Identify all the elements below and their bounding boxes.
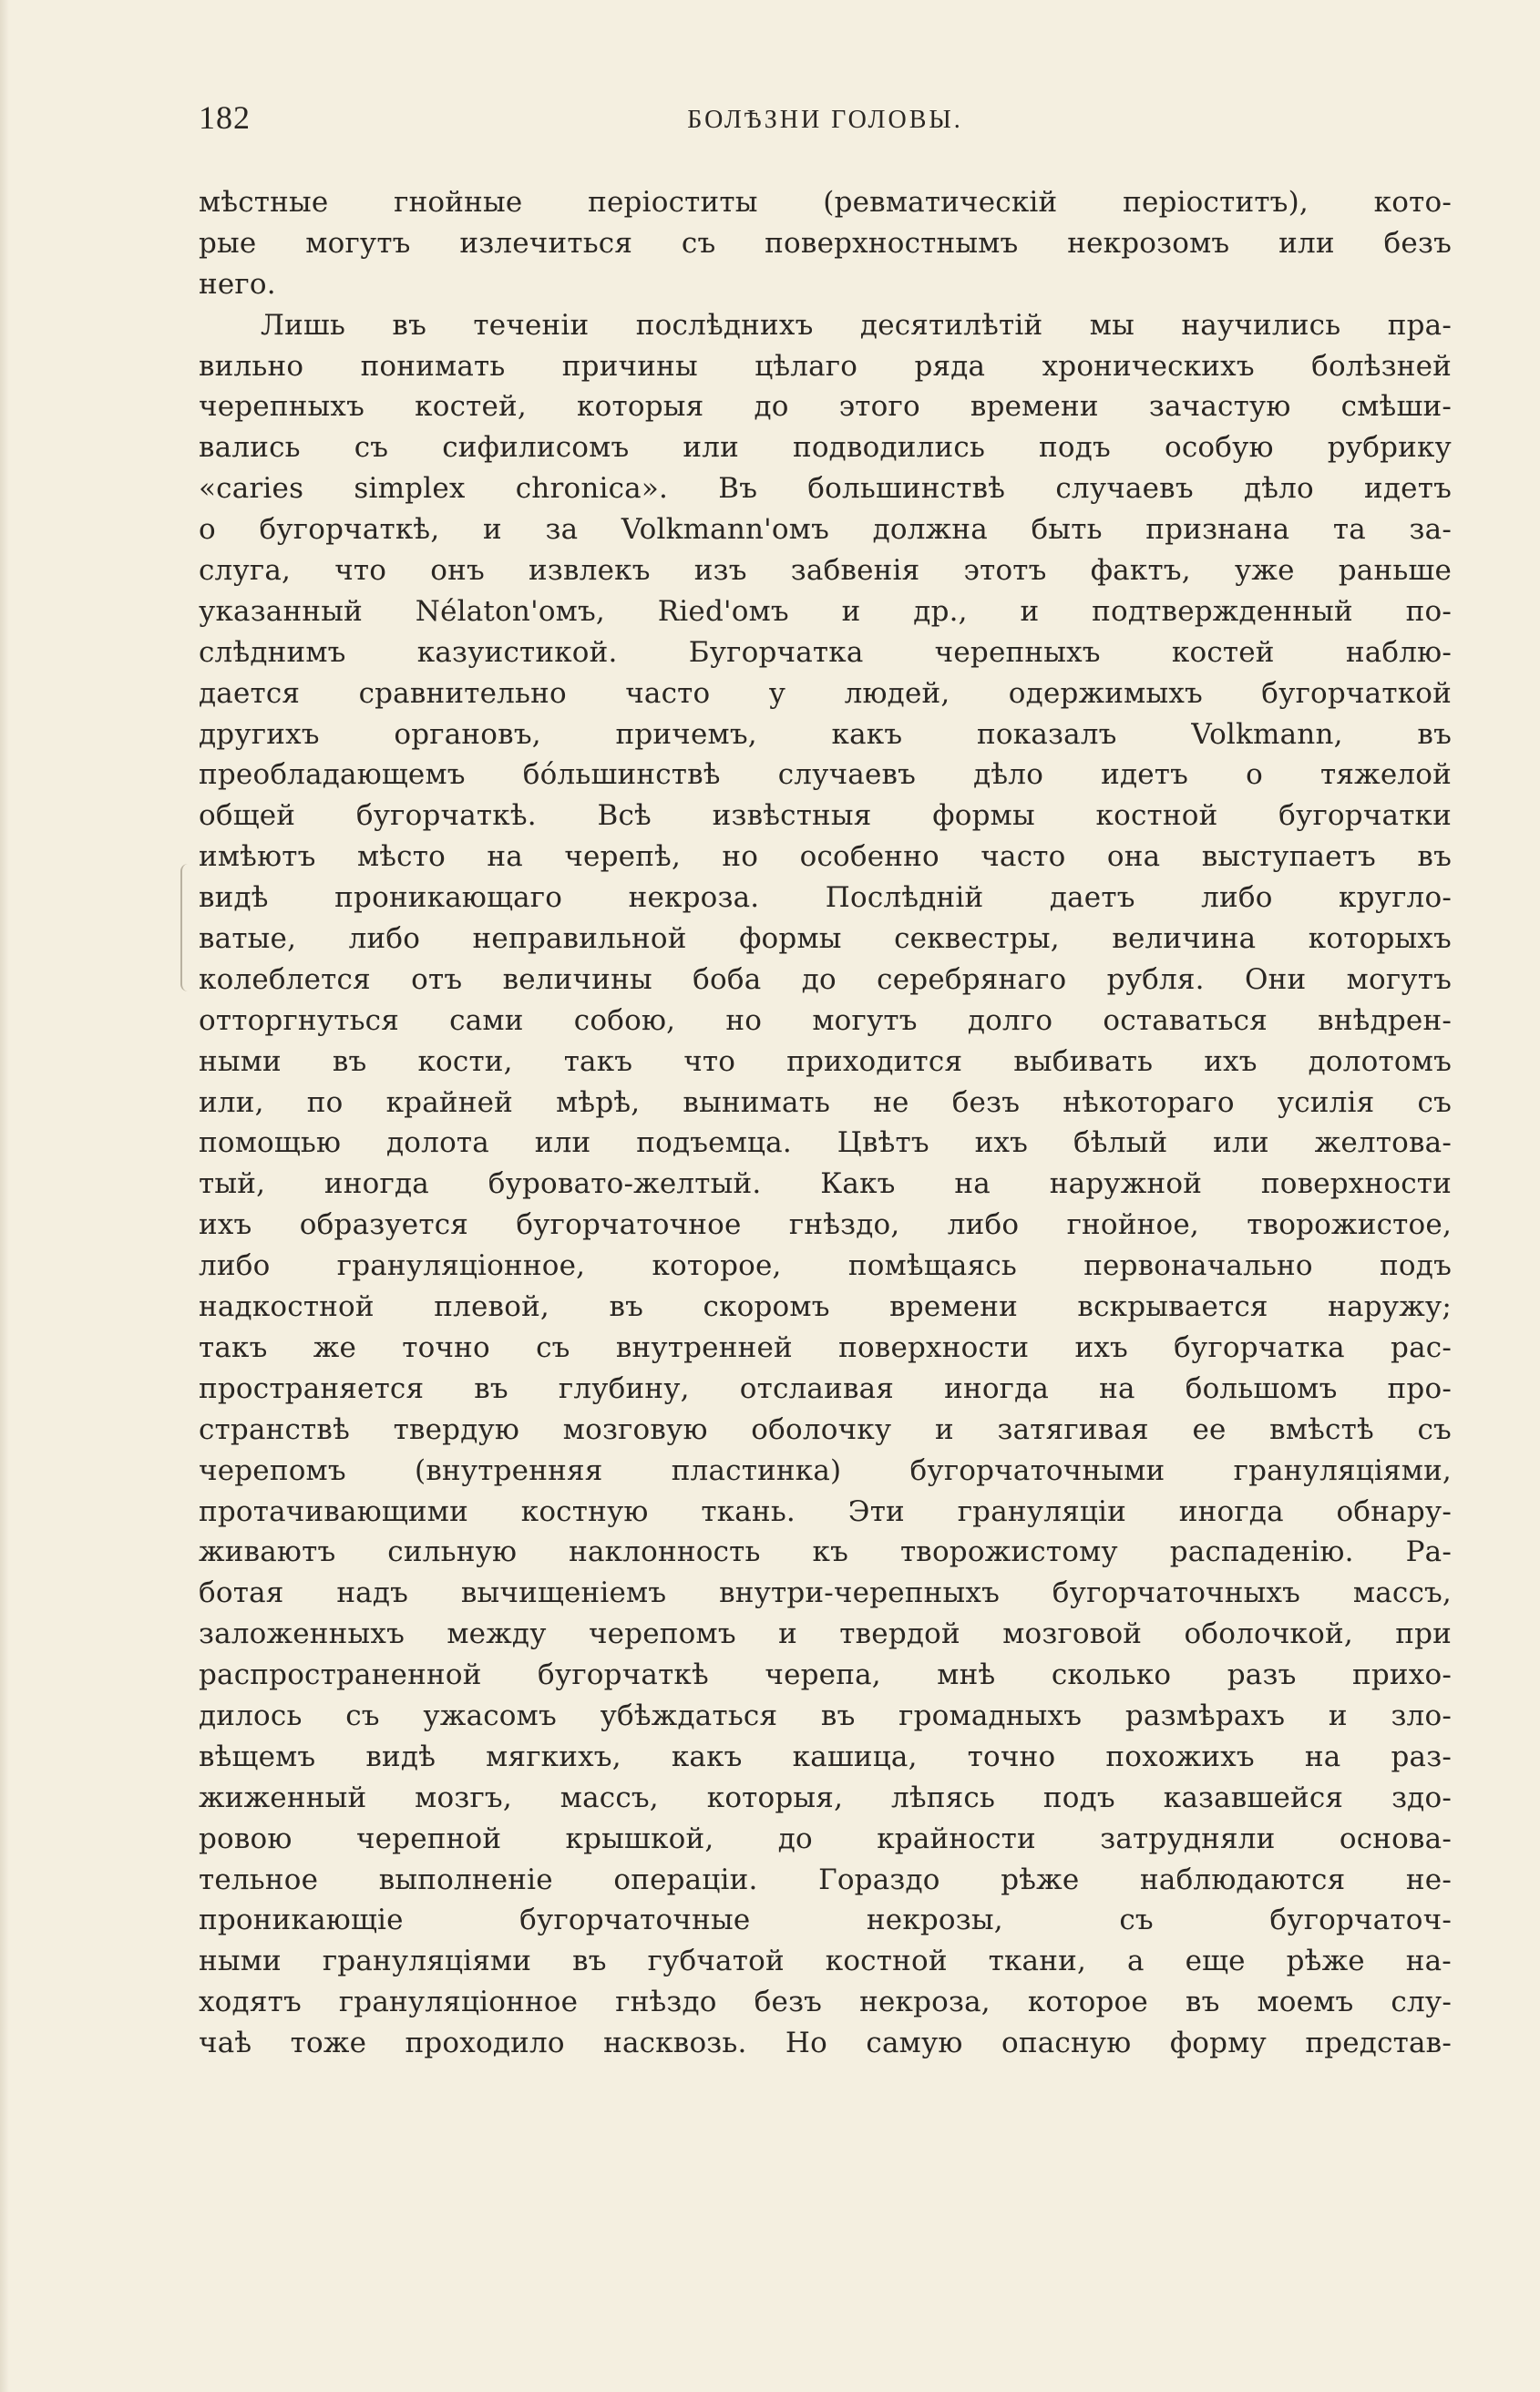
- text-line: Лишь въ теченіи послѣднихъ десятилѣтій мы научились пра-: [261, 308, 1452, 342]
- text-line: черепныхъ костей, которыя до этого времени зачастую смѣши-: [199, 390, 1452, 424]
- margin-bracket-mark: [180, 864, 191, 991]
- text-line: ходятъ грануляціонное гнѣздо безъ некроза, которое въ моемъ слу-: [199, 1986, 1452, 2019]
- text-line: колеблется отъ величины боба до серебрянаго рубля. Они могутъ: [199, 962, 1452, 996]
- text-line: заложенныхъ между черепомъ и твердой мозговой оболочкой, при: [199, 1617, 1452, 1651]
- page-edge: [0, 0, 9, 2392]
- text-line: странствѣ твердую мозговую оболочку и затягивая ее вмѣстѣ съ: [199, 1412, 1452, 1446]
- text-line: мѣстные гнойные періоститы (ревматическій періоститъ), кото-: [199, 186, 1452, 219]
- text-line: ихъ образуется бугорчаточное гнѣздо, либо гнойное, творожистое,: [199, 1208, 1452, 1242]
- page-header: [199, 98, 1452, 153]
- text-line: ватые, либо неправильной формы секвестры, величина которыхъ: [199, 922, 1452, 956]
- text-line: слуга, что онъ извлекъ изъ забвенія этотъ фактъ, уже раньше: [199, 554, 1452, 588]
- text-line: проникающіе бугорчаточные некрозы, съ бугорчаточ-: [199, 1904, 1452, 1937]
- text-line: видѣ проникающаго некроза. Послѣдній даетъ либо кругло-: [199, 881, 1452, 915]
- text-line: черепомъ (внутренняя пластинка) бугорчаточными грануляціями,: [199, 1453, 1452, 1487]
- text-line: другихъ органовъ, причемъ, какъ показалъ Volkmann, въ: [199, 717, 1452, 751]
- text-line: вильно понимать причины цѣлаго ряда хроническихъ болѣзней: [199, 349, 1452, 383]
- text-line: либо грануляціонное, которое, помѣщаясь первоначально подъ: [199, 1249, 1452, 1283]
- text-line: дилось съ ужасомъ убѣждаться въ громадныхъ размѣрахъ и зло-: [199, 1699, 1452, 1732]
- text-line: ровою черепной крышкой, до крайности затрудняли основа-: [199, 1822, 1452, 1855]
- text-line: отторгнуться сами собою, но могутъ долго оставаться внѣдрен-: [199, 1003, 1452, 1037]
- text-line: тельное выполненіе операціи. Гораздо рѣже наблюдаются не-: [199, 1863, 1452, 1896]
- text-line: ными грануляціями въ губчатой костной ткани, а еще рѣже на-: [199, 1945, 1452, 1978]
- text-line: помощью долота или подъемца. Цвѣтъ ихъ бѣлый или желтова-: [199, 1126, 1452, 1160]
- text-line: него.: [199, 267, 276, 301]
- text-line: протачивающими костную ткань. Эти грануляціи иногда обнару-: [199, 1494, 1452, 1528]
- text-line: пространяется въ глубину, отслаивая иногда на большомъ про-: [199, 1371, 1452, 1405]
- page-number: 182: [199, 99, 251, 136]
- text-line: рые могутъ излечиться съ поверхностнымъ некрозомъ или безъ: [199, 226, 1452, 260]
- text-line: жиженный мозгъ, массъ, которыя, лѣпясь подъ казавшейся здо-: [199, 1781, 1452, 1814]
- text-line: или, по крайней мѣрѣ, вынимать не безъ нѣкотораго усилія съ: [199, 1085, 1452, 1119]
- text-line: общей бугорчаткѣ. Всѣ извѣстныя формы костной бугорчатки: [199, 799, 1452, 833]
- text-line: ботая надъ вычищеніемъ внутри-черепныхъ бугорчаточныхъ массъ,: [199, 1576, 1452, 1610]
- text-line: о бугорчаткѣ, и за Volkmann'омъ должна быть признана та за-: [199, 513, 1452, 547]
- text-line: распространенной бугорчаткѣ черепа, мнѣ сколько разъ прихо-: [199, 1658, 1452, 1692]
- text-line: живаютъ сильную наклонность къ творожистому распаденію. Ра-: [199, 1535, 1452, 1569]
- text-line: такъ же точно съ внутренней поверхности ихъ бугорчатка рас-: [199, 1330, 1452, 1364]
- text-line: ными въ кости, такъ что приходится выбивать ихъ долотомъ: [199, 1044, 1452, 1078]
- body-text: [199, 182, 1452, 2064]
- text-line: «caries simplex chronica». Въ большинствѣ случаевъ дѣло идетъ: [199, 472, 1452, 506]
- text-line: тый, иногда буровато-желтый. Какъ на наружной поверхности: [199, 1167, 1452, 1201]
- text-line: чаѣ тоже проходило насквозь. Но самую опасную форму представ-: [199, 2027, 1452, 2060]
- text-line: указанный Nélaton'омъ, Ried'омъ и др., и подтвержденный по-: [199, 594, 1452, 628]
- text-line: вѣщемъ видѣ мягкихъ, какъ кашица, точно похожихъ на раз-: [199, 1740, 1452, 1773]
- text-line: имѣютъ мѣсто на черепѣ, но особенно часто она выступаетъ въ: [199, 840, 1452, 874]
- text-line: преобладающемъ бо́льшинствѣ случаевъ дѣло идетъ о тяжелой: [199, 758, 1452, 792]
- text-line: дается сравнительно часто у людей, одержимыхъ бугорчаткой: [199, 676, 1452, 710]
- text-line: слѣднимъ казуистикой. Бугорчатка черепныхъ костей наблю-: [199, 635, 1452, 669]
- text-line: надкостной плевой, въ скоромъ времени вскрывается наружу;: [199, 1290, 1452, 1324]
- text-line: вались съ сифилисомъ или подводились подъ особую рубрику: [199, 431, 1452, 465]
- running-title: БОЛѢЗНИ ГОЛОВЫ.: [687, 106, 963, 134]
